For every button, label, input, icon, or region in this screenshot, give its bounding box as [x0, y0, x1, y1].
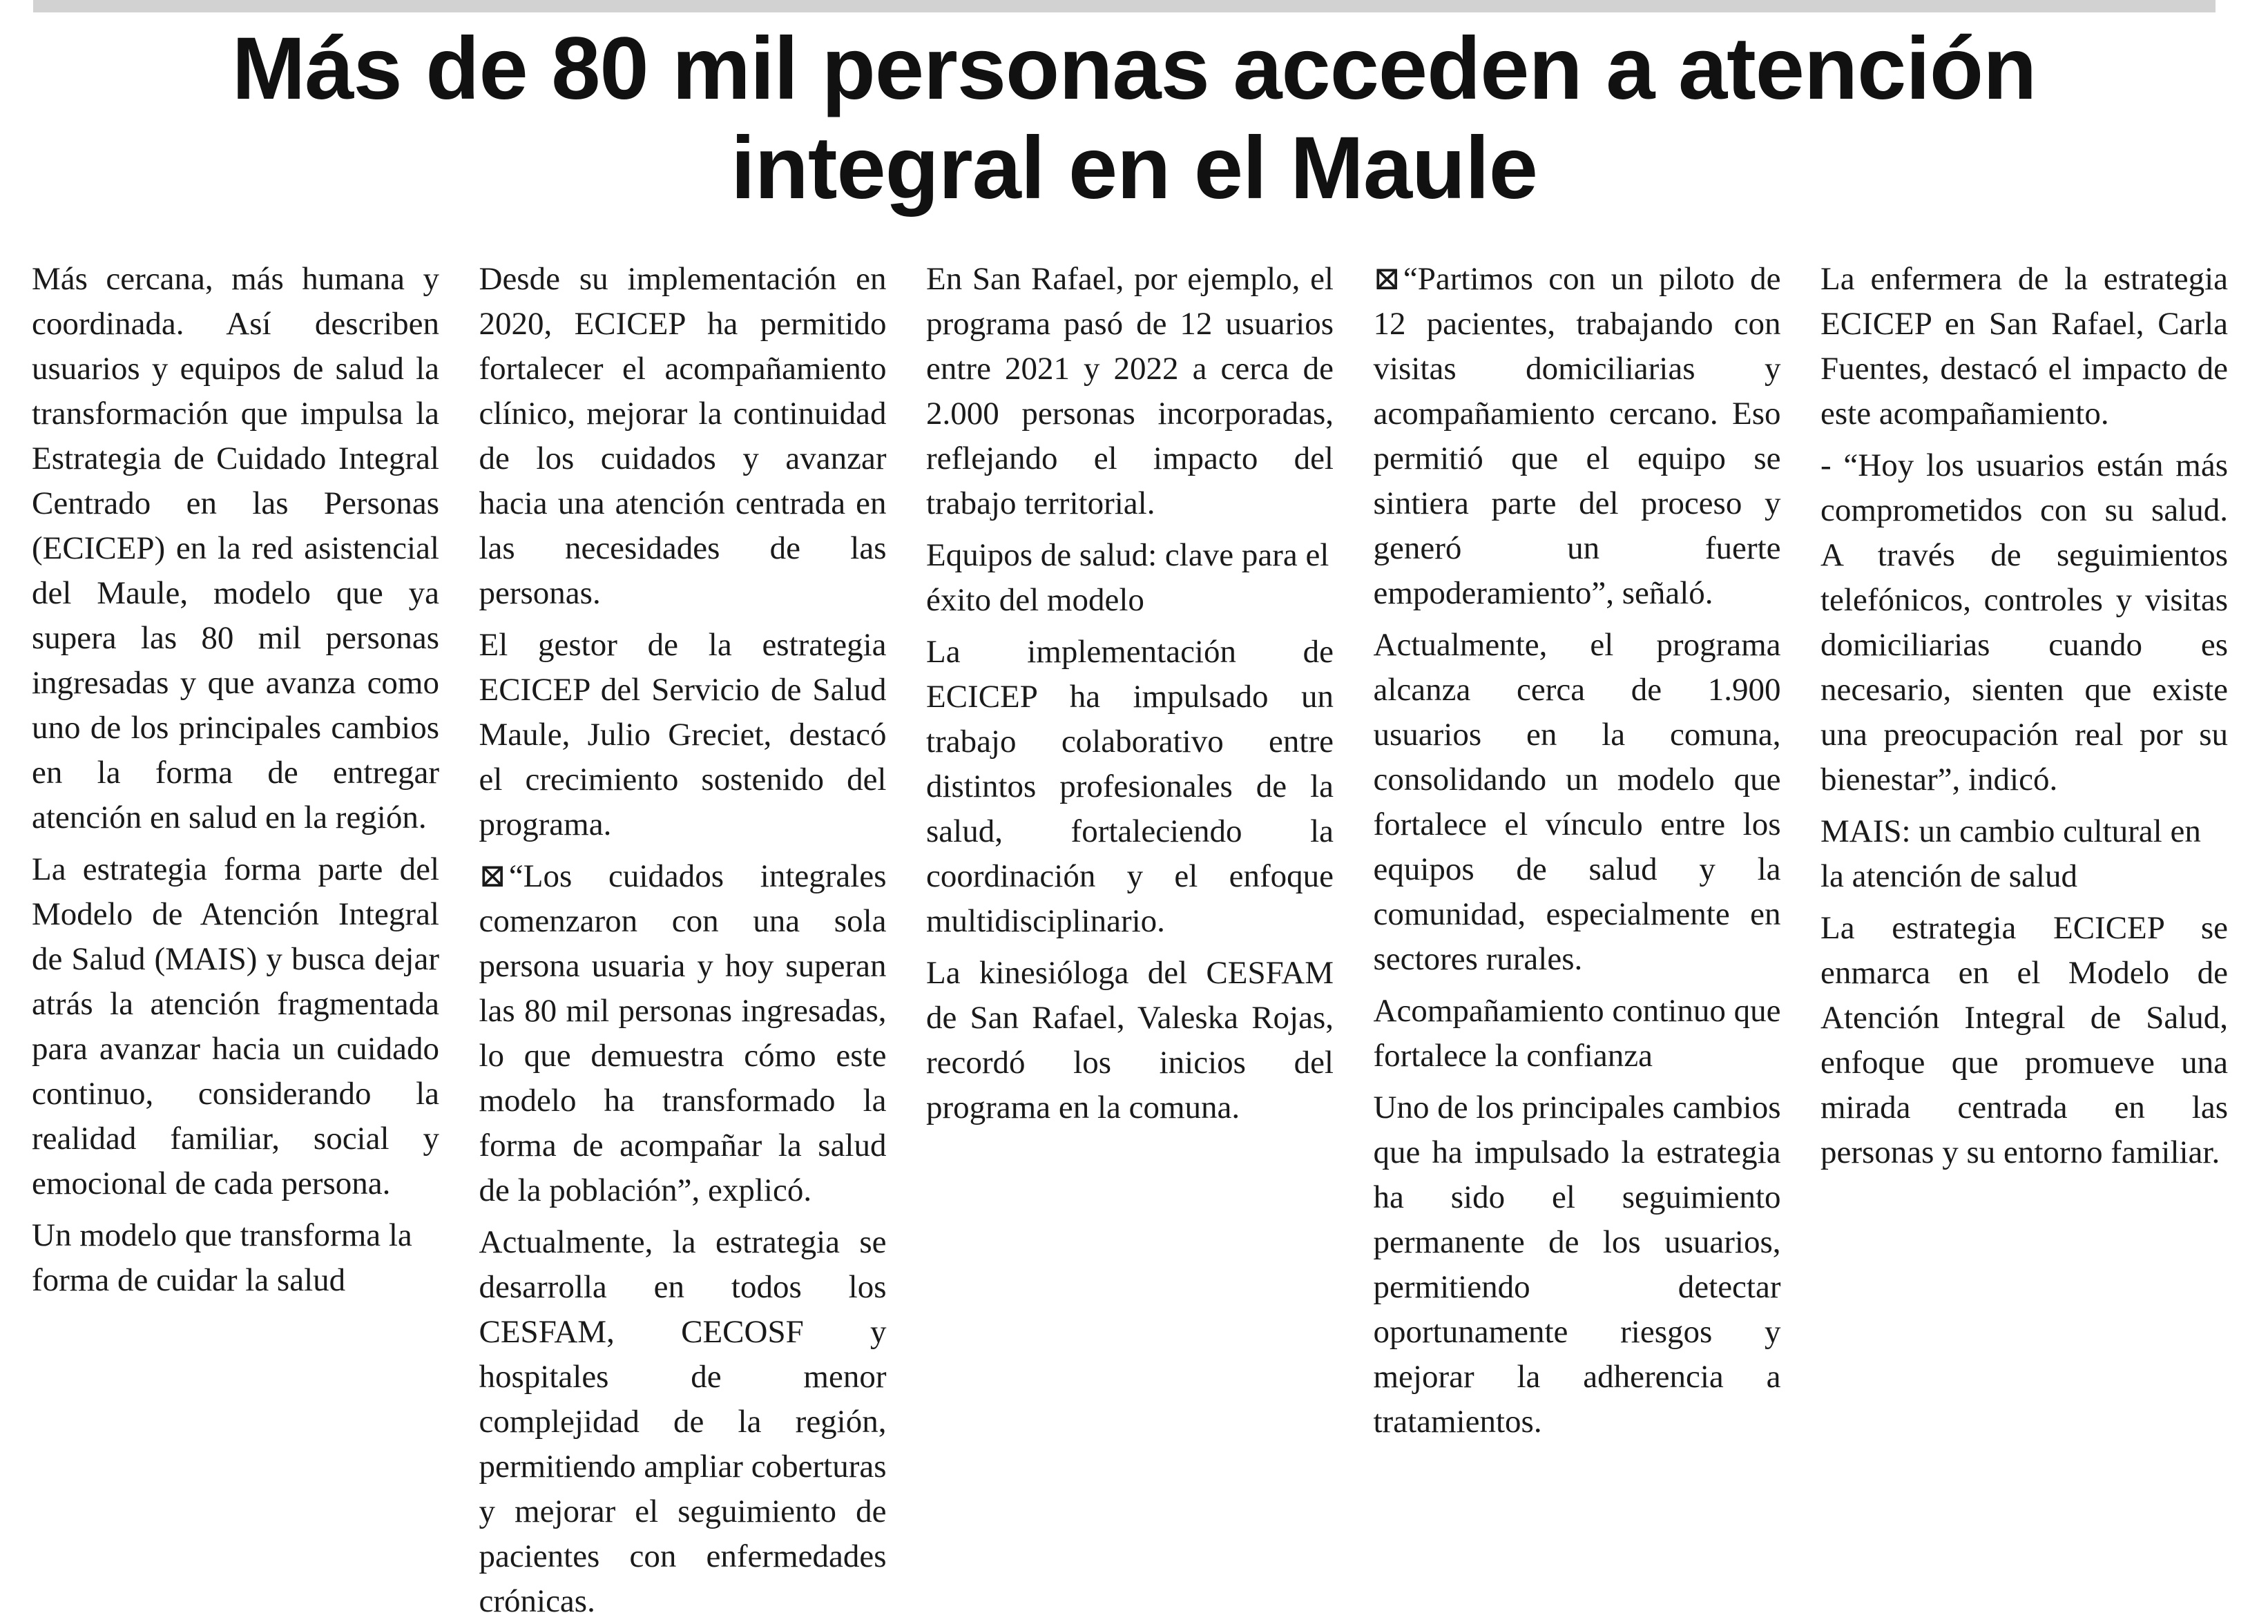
headline-line-2: integral en el Maule — [731, 119, 1537, 218]
paragraph: Más cercana, más humana y coordinada. Así describen usuarios y equipos de salud la transformación que impulsa la Estrategia de Cuidado Integral Centrado en las Personas (ECICEP) en la red asistencial del Maule, modelo que ya supera las 80 mil personas ingresadas y que avanza como uno de los principales cambios en la forma de entregar atención en salud en la región. — [32, 261, 439, 835]
quote-paragraph — [479, 854, 887, 1213]
subheading: MAIS: un cambio cultural en la atención de salud — [1820, 813, 2201, 894]
subheading: Un modelo que transforma la forma de cuidar la salud — [32, 1217, 412, 1298]
headline-line-1: Más de 80 mil personas acceden a atención — [231, 19, 2037, 118]
top-rule — [33, 0, 2216, 12]
paragraph: Uno de los principales cambios que ha impulsado la estrategia ha sido el seguimiento permanente de los usuarios, permitiendo detectar oportunamente riesgos y mejorar la adherencia a tratamientos. — [1373, 1090, 1781, 1440]
subheading: Acompañamiento continuo que fortalece la confianza — [1373, 993, 1781, 1074]
paragraph: En San Rafael, por ejemplo, el programa pasó de 12 usuarios entre 2021 y 2022 a cerca de 2.000 personas incorporadas, reflejando el impacto del trabajo territorial. — [926, 261, 1334, 521]
paragraph: Actualmente, la estrategia se desarrolla en todos los CESFAM, CECOSF y hospitales de menor complejidad de la región, permitiendo ampliar coberturas y mejorar el seguimiento de pacientes con enfermedades crónicas. — [479, 1224, 887, 1619]
quote-text: “Los cuidados integrales comenzaron con una sola persona usuaria y hoy superan las 80 mil personas ingresadas, lo que demuestra cómo este modelo ha transformado la forma de acompañar la salud de la población”, explicó. — [479, 858, 887, 1208]
article-headline — [0, 19, 2268, 218]
paragraph: La implementación de ECICEP ha impulsado un trabajo colaborativo entre distintos profesionales de la salud, fortaleciendo la coordinación y el enfoque multidisciplinario. — [926, 634, 1334, 939]
paragraph: La estrategia forma parte del Modelo de Atención Integral de Salud (MAIS) y busca dejar atrás la atención fragmentada para avanzar hacia un cuidado continuo, considerando la realidad familiar, social y emocional de cada persona. — [32, 851, 439, 1201]
paragraph: La estrategia ECICEP se enmarca en el Modelo de Atención Integral de Salud, enfoque que promueve una mirada centrada en las personas y su entorno familiar. — [1820, 910, 2228, 1170]
paragraph: La enfermera de la estrategia ECICEP en San Rafael, Carla Fuentes, destacó el impacto de este acompañamiento. — [1820, 261, 2228, 432]
paragraph: El gestor de la estrategia ECICEP del Servicio de Salud Maule, Julio Greciet, destacó el crecimiento sostenido del programa. — [479, 627, 887, 842]
column-3 — [926, 257, 1334, 1334]
column-2 — [479, 257, 887, 1619]
quote-text: “Partimos con un piloto de 12 pacientes, trabajando con visitas domiciliarias y acompañamiento cercano. Eso permitió que el equipo se sintiera parte del proceso y generó un fuerte empoderamiento”, señaló. — [1373, 261, 1781, 611]
paragraph: - “Hoy los usuarios están más comprometidos con su salud. A través de seguimientos telefónicos, controles y visitas domiciliarias cuando es necesario, sienten que existe una preocupación real por su bienestar”, indicó. — [1820, 447, 2228, 798]
quote-marker-icon: ⊠ — [1373, 261, 1401, 297]
quote-paragraph — [1374, 257, 1781, 616]
paragraph: Actualmente, el programa alcanza cerca de 1.900 usuarios en la comuna, consolidando un modelo que fortalece el vínculo entre los equipos de salud y la comunidad, especialmente en sectores rurales. — [1373, 627, 1781, 977]
paragraph: Desde su implementación en 2020, ECICEP ha permitido fortalecer el acompañamiento clínico, mejorar la continuidad de los cuidados y avanzar hacia una atención centrada en las necesidades de las personas. — [479, 261, 887, 611]
subheading: Equipos de salud: clave para el éxito del modelo — [926, 537, 1329, 618]
quote-marker-icon: ⊠ — [479, 858, 506, 894]
column-5 — [1820, 257, 2228, 1334]
column-1 — [32, 257, 439, 1334]
paragraph: La kinesióloga del CESFAM de San Rafael, Valeska Rojas, recordó los inicios del programa en la comuna. — [926, 955, 1334, 1125]
article-columns — [32, 257, 2228, 1619]
column-4 — [1373, 257, 1781, 1440]
